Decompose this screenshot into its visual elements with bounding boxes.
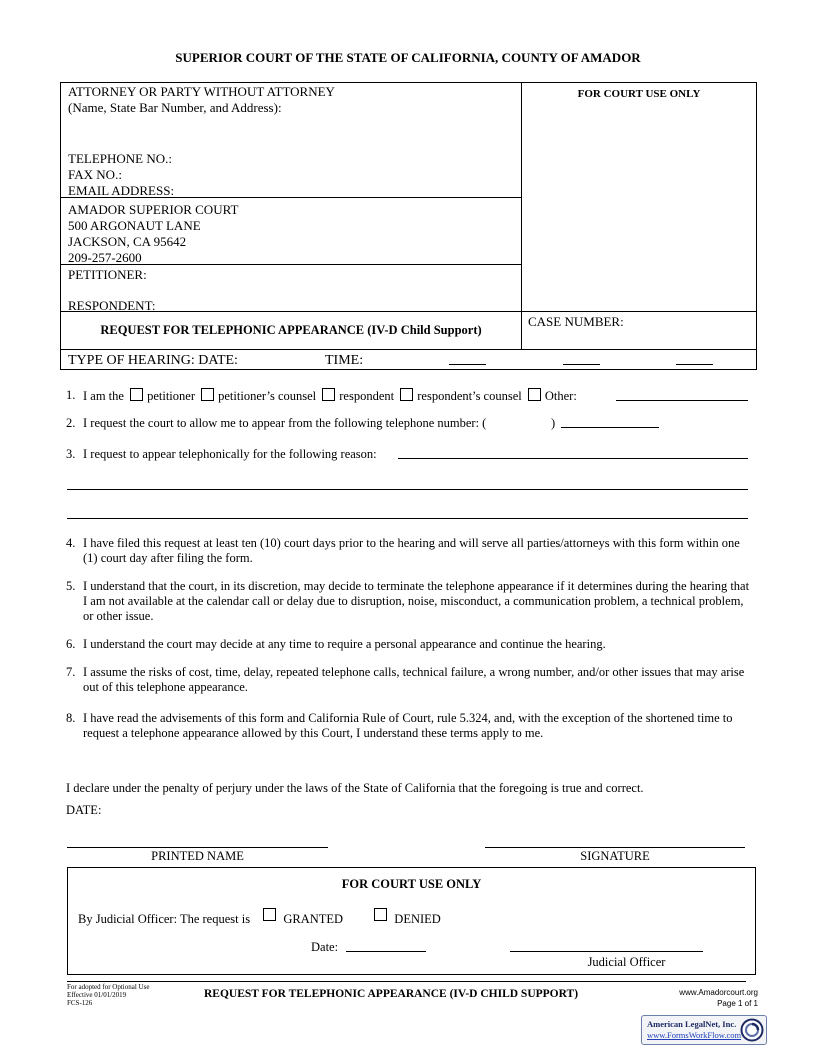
fax-label[interactable]: FAX NO.: — [68, 167, 122, 182]
court-date-field[interactable] — [346, 951, 426, 952]
legalnet-name: American LegalNet, Inc. — [647, 1019, 737, 1029]
item-3 — [66, 447, 756, 462]
footer-website[interactable]: www.Amadorcourt.org — [679, 988, 758, 997]
item-number: 2. — [66, 416, 76, 430]
hearing-time-label[interactable]: TIME: — [325, 353, 364, 368]
reason-field-2[interactable] — [67, 489, 748, 490]
item-4-text: I have filed this request at least ten (10) court days prior to the hearing and will serve all parties/attorneys with this form within one (1) court day after filing the form. — [83, 536, 740, 565]
item-8-text: I have read the advisements of this form and California Rule of Court, rule 5.324, and, with the exception of the shortened time to request a telephone appearance allowed by this Court, I understand these terms apply to me. — [83, 711, 733, 740]
area-code-close: ) — [551, 416, 556, 430]
respondent-option: respondent — [339, 389, 395, 403]
other-field[interactable] — [616, 400, 748, 401]
hearing-type-label: TYPE OF HEARING: — [68, 353, 195, 368]
footer-form-number: FCS-126 — [67, 999, 93, 1007]
item-3-text: I request to appear telephonically for the following reason: — [83, 447, 377, 461]
petitioner-checkbox[interactable] — [130, 388, 143, 401]
item-6 — [66, 637, 756, 652]
item-number: 7. — [66, 665, 76, 679]
item-7-text: I assume the risks of cost, time, delay, repeated telephone calls, technical failure, a wrong number, and/or other issues that may arise out of this telephone appearance. — [83, 665, 745, 694]
other-checkbox[interactable] — [528, 388, 541, 401]
denied-checkbox[interactable] — [374, 908, 387, 921]
item-7 — [66, 665, 756, 695]
court-date-label: Date: — [311, 940, 339, 954]
item-8 — [66, 711, 756, 741]
declaration-date-label[interactable]: DATE: — [66, 803, 102, 817]
telephone-label[interactable]: TELEPHONE NO.: — [68, 151, 172, 166]
footer-title: REQUEST FOR TELEPHONIC APPEARANCE (IV-D CHILD SUPPORT) — [204, 988, 579, 1000]
item-number: 4. — [66, 536, 76, 550]
item-number: 5. — [66, 579, 76, 593]
respondent-checkbox[interactable] — [322, 388, 335, 401]
email-label[interactable]: EMAIL ADDRESS: — [68, 183, 175, 198]
judicial-officer-caption: Judicial Officer — [587, 955, 666, 969]
judicial-officer-label: By Judicial Officer: The request is — [78, 912, 251, 926]
item-number: 8. — [66, 711, 76, 725]
other-option: Other: — [544, 389, 577, 403]
item-4 — [66, 536, 756, 566]
legalnet-url[interactable]: www.FormsWorkFlow.com — [647, 1030, 742, 1040]
footer-page: Page 1 of 1 — [717, 999, 758, 1008]
hearing-blank-2[interactable] — [563, 364, 600, 365]
reason-field-3[interactable] — [67, 518, 748, 519]
hearing-blank-1[interactable] — [449, 364, 486, 365]
hearing-blank-3[interactable] — [676, 364, 713, 365]
granted-label: GRANTED — [283, 912, 344, 926]
respondent-label[interactable]: RESPONDENT: — [68, 298, 156, 313]
item-2-text: I request the court to allow me to appear from the following telephone number: ( — [83, 416, 487, 430]
petitioner-label[interactable]: PETITIONER: — [68, 267, 147, 282]
item-5-text: I understand that the court, in its discretion, may decide to terminate the telephone appearance if it determines during the hearing that I am not available at the calendar call or delay due to disruption, noise, misconduct, a communication problem, a technical problem, or other issue. — [83, 579, 750, 623]
reason-field-1[interactable] — [398, 458, 748, 459]
legalnet-logo-icon — [740, 1018, 764, 1042]
court-street: 500 ARGONAUT LANE — [68, 218, 201, 233]
court-title: SUPERIOR COURT OF THE STATE OF CALIFORNIA, COUNTY OF AMADOR — [175, 50, 641, 65]
petitioner-option: petitioner — [147, 389, 195, 403]
footer-adopted: For adopted for Optional Use — [67, 983, 150, 991]
petitioner-counsel-checkbox[interactable] — [201, 388, 214, 401]
footer-divider — [67, 981, 746, 982]
respondent-counsel-option: respondent’s counsel — [417, 389, 522, 403]
respondent-counsel-checkbox[interactable] — [400, 388, 413, 401]
denied-label: DENIED — [394, 912, 441, 926]
court-phone: 209-257-2600 — [68, 250, 142, 265]
item-1-lead: I am the — [83, 389, 124, 403]
item-number: 6. — [66, 637, 76, 651]
phone-number-field[interactable] — [561, 427, 659, 428]
judicial-officer-line[interactable] — [510, 951, 703, 952]
form-title: REQUEST FOR TELEPHONIC APPEARANCE (IV-D Child Support) — [100, 323, 482, 337]
printed-name-label: PRINTED NAME — [151, 849, 244, 863]
signature-line[interactable] — [485, 847, 745, 848]
court-box-title: FOR COURT USE ONLY — [341, 877, 482, 891]
declaration: I declare under the penalty of perjury under the laws of the State of California that the foregoing is true and correct. — [66, 781, 644, 795]
item-number: 1. — [66, 388, 76, 402]
item-2 — [66, 416, 756, 431]
hearing-date-label[interactable]: DATE: — [198, 353, 238, 368]
case-number-label[interactable]: CASE NUMBER: — [528, 314, 624, 329]
footer-effective: Effective 01/01/2019 — [67, 991, 127, 999]
granted-checkbox[interactable] — [263, 908, 276, 921]
court-name: AMADOR SUPERIOR COURT — [68, 202, 239, 217]
signature-label: SIGNATURE — [580, 849, 650, 863]
attorney-label: ATTORNEY OR PARTY WITHOUT ATTORNEY — [68, 84, 335, 99]
court-use-only-label: FOR COURT USE ONLY — [577, 88, 701, 100]
printed-name-line[interactable] — [67, 847, 328, 848]
item-6-text: I understand the court may decide at any time to require a personal appearance and continue the hearing. — [83, 637, 606, 651]
item-1 — [66, 388, 756, 404]
legalnet-badge[interactable] — [641, 1015, 767, 1045]
petitioner-counsel-option: petitioner’s counsel — [218, 389, 317, 403]
item-5 — [66, 579, 756, 624]
attorney-sublabel: (Name, State Bar Number, and Address): — [68, 100, 282, 115]
item-number: 3. — [66, 447, 76, 461]
court-city: JACKSON, CA 95642 — [68, 234, 187, 249]
